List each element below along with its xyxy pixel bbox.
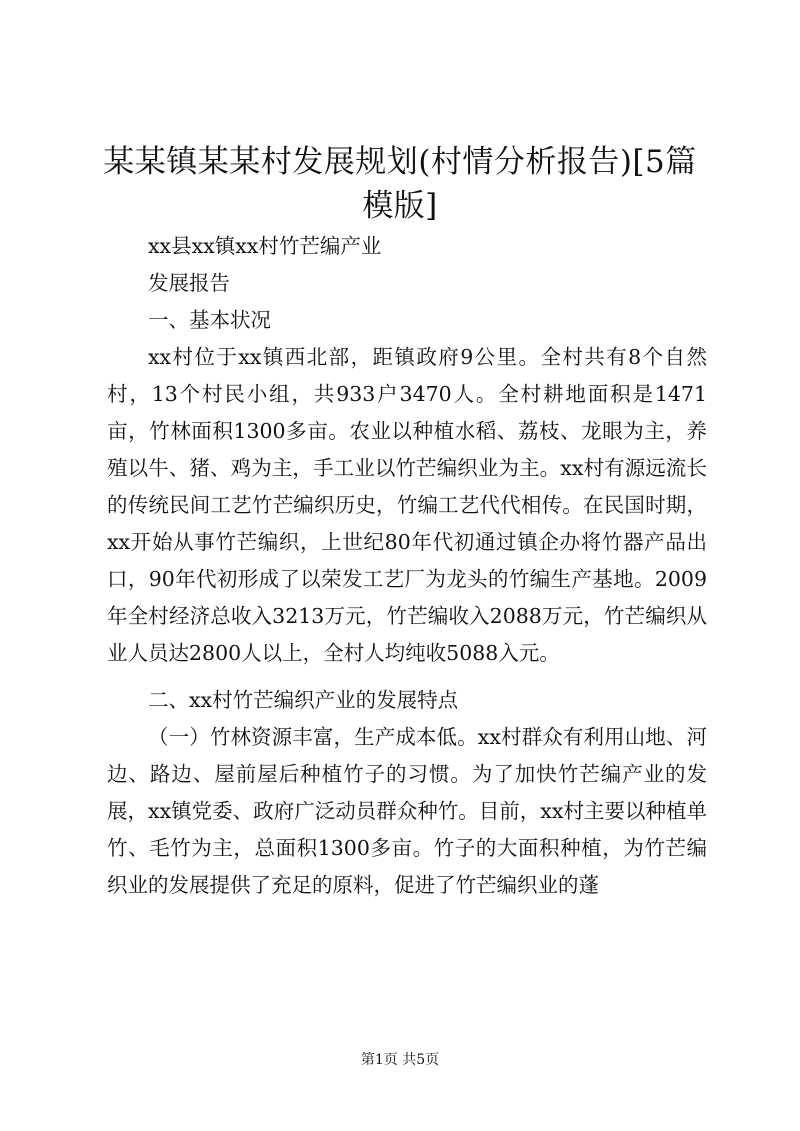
paragraph-feature-1: （一）竹林资源丰富，生产成本低。xx村群众有利用山地、河边、路边、屋前屋后种植竹子的习惯。为了加快竹芒编产业的发展，xx镇党委、政府广泛动员群众种竹。目前，xx村主要以种植单竹、毛竹为主，总面积1300多亩。竹子的大面积种植，为竹芒编织业的发展提供了充足的原料，促进了竹芒编织业的蓬 — [107, 725, 707, 897]
paragraph-subtitle-line1: xx县xx镇xx村竹芒编产业 — [148, 234, 382, 258]
document-title: 某某镇某某村发展规划(村情分析报告)[5篇模版] — [103, 144, 697, 224]
page-number-footer: 第1页 共5页 — [360, 1052, 440, 1068]
document-body — [107, 228, 707, 904]
paragraph-subtitle-line2: 发展报告 — [148, 271, 230, 295]
paragraph-basic-status: xx村位于xx镇西北部，距镇政府9公里。全村共有8个自然村，13个村民小组，共933户3470人。全村耕地面积是1471亩，竹林面积1300多亩。农业以种植水稻、荔枝、龙眼为主，养殖以牛、猪、鸡为主，手工业以竹芒编织业为主。xx村有源远流长的传统民间工艺竹芒编织历史，竹编工艺代代相传。在民国时期，xx开始从事竹芒编织，上世纪80年代初通过镇企办将竹器产品出口，90年代初形成了以荣发工艺厂为龙头的竹编生产基地。2009年全村经济总收入3213万元，竹芒编收入2088万元，竹芒编织从业人员达2800人以上，全村人均纯收5088入元。 — [107, 345, 707, 665]
section-heading-features: 二、xx村竹芒编织产业的发展特点 — [148, 688, 459, 712]
section-heading-basic-status: 一、基本状况 — [148, 308, 271, 332]
